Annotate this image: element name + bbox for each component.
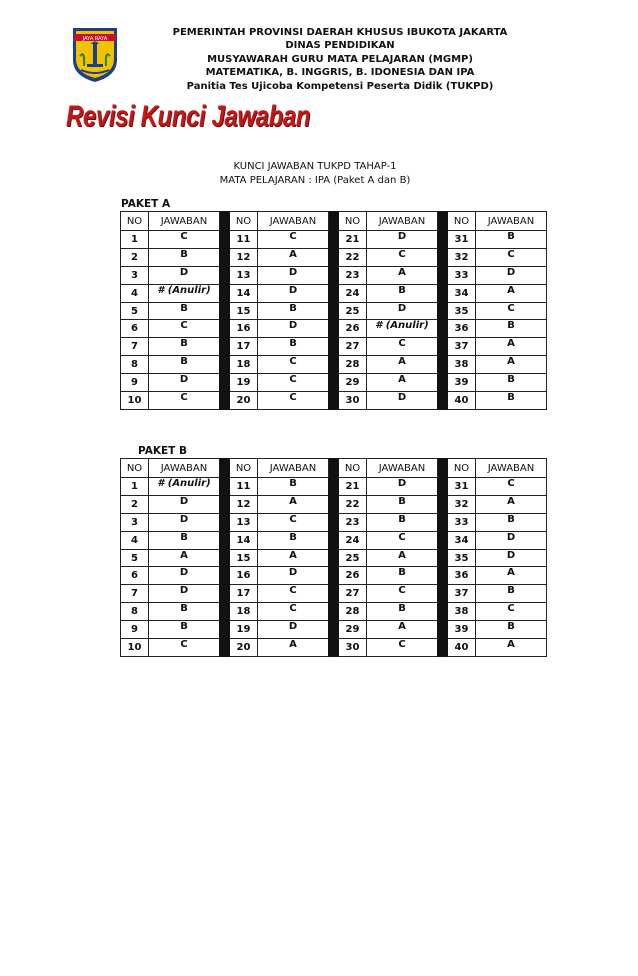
answer-key: C [149,639,220,657]
answer-key: B [149,603,220,621]
answer-key: D [149,513,220,531]
paket-b-label: PAKET B [138,445,187,457]
question-number: 12 [230,495,258,513]
answer-key: B [149,338,220,356]
answer-key: A [258,248,329,266]
question-number: 9 [121,621,149,639]
document-title [150,160,480,188]
answer-key: D [367,392,438,410]
question-number: 32 [448,495,476,513]
question-number: 1 [121,231,149,249]
question-number: 5 [121,302,149,320]
question-number: 20 [230,392,258,410]
column-header-no: NO [448,459,476,478]
column-separator [220,459,230,657]
answer-key: B [367,603,438,621]
answer-key: C [149,320,220,338]
column-header-jawaban: JAWABAN [149,212,220,231]
question-number: 15 [230,549,258,567]
answer-key: B [476,231,547,249]
answer-key: B [149,531,220,549]
answer-key: D [476,549,547,567]
answer-key: A [476,639,547,657]
answer-key: B [367,567,438,585]
answer-key: D [258,266,329,284]
header-line-subjects: MATEMATIKA, B. INGGRIS, B. IDONESIA DAN IPA [205,67,475,79]
question-number: 29 [339,621,367,639]
question-number: 7 [121,585,149,603]
answer-key: C [476,478,547,496]
paket-a-answer-table [120,211,547,410]
question-number: 40 [448,639,476,657]
column-header-jawaban: JAWABAN [476,459,547,478]
header-line-department: DINAS PENDIDIKAN [285,40,395,52]
question-number: 25 [339,302,367,320]
answer-key: B [367,495,438,513]
answer-key: D [149,374,220,392]
column-header-jawaban: JAWABAN [367,212,438,231]
column-separator [220,212,230,410]
question-number: 7 [121,338,149,356]
column-separator [329,212,339,410]
question-number: 19 [230,621,258,639]
question-number: 11 [230,478,258,496]
column-header-jawaban: JAWABAN [367,459,438,478]
question-number: 10 [121,392,149,410]
answer-key: C [258,374,329,392]
question-number: 1 [121,478,149,496]
column-header-no: NO [121,459,149,478]
question-number: 17 [230,585,258,603]
question-number: 31 [448,231,476,249]
question-number: 30 [339,639,367,657]
column-header-no: NO [230,212,258,231]
question-number: 36 [448,567,476,585]
answer-key: # (Anulir) [149,478,220,496]
question-number: 31 [448,478,476,496]
answer-key: A [367,621,438,639]
question-number: 14 [230,284,258,302]
column-header-jawaban: JAWABAN [258,212,329,231]
answer-key: C [367,531,438,549]
question-number: 18 [230,603,258,621]
question-number: 8 [121,603,149,621]
answer-key: D [367,231,438,249]
answer-key: A [258,549,329,567]
question-number: 4 [121,284,149,302]
emblem-monument [93,44,97,64]
answer-key: B [149,621,220,639]
answer-key: B [258,478,329,496]
column-header-no: NO [121,212,149,231]
answer-key: B [258,302,329,320]
answer-key: C [149,392,220,410]
answer-key: A [476,338,547,356]
answer-key: A [367,374,438,392]
question-number: 40 [448,392,476,410]
answer-key: D [367,478,438,496]
table-header-row [121,459,547,478]
letterhead [150,26,530,93]
column-header-no: NO [448,212,476,231]
answer-key: B [476,374,547,392]
answer-key: # (Anulir) [367,320,438,338]
answer-key: A [476,495,547,513]
answer-key: B [476,320,547,338]
question-number: 27 [339,585,367,603]
answer-key: C [367,248,438,266]
question-number: 21 [339,478,367,496]
question-number: 16 [230,320,258,338]
question-number: 14 [230,531,258,549]
answer-key: A [367,549,438,567]
table-header-row [121,212,547,231]
answer-key: D [476,266,547,284]
question-number: 29 [339,374,367,392]
answer-key: # (Anulir) [149,284,220,302]
question-number: 33 [448,266,476,284]
question-number: 12 [230,248,258,266]
answer-key: B [258,338,329,356]
paket-b-answer-table [120,458,547,657]
question-number: 28 [339,603,367,621]
answer-key: A [476,356,547,374]
answer-key: D [367,302,438,320]
question-number: 17 [230,338,258,356]
answer-key: D [258,621,329,639]
question-number: 21 [339,231,367,249]
answer-key: C [476,248,547,266]
answer-key: C [149,231,220,249]
question-number: 33 [448,513,476,531]
answer-key: C [258,356,329,374]
answer-key: A [367,266,438,284]
question-number: 34 [448,284,476,302]
question-number: 2 [121,495,149,513]
question-number: 22 [339,248,367,266]
answer-key: B [258,531,329,549]
answer-key: C [258,603,329,621]
question-number: 39 [448,621,476,639]
question-number: 24 [339,531,367,549]
paket-a-label: PAKET A [121,198,171,210]
answer-key: B [367,284,438,302]
column-header-no: NO [339,212,367,231]
question-number: 2 [121,248,149,266]
answer-key: C [367,338,438,356]
answer-key: B [476,621,547,639]
question-number: 4 [121,531,149,549]
jakarta-emblem-logo [71,26,119,84]
question-number: 9 [121,374,149,392]
column-header-jawaban: JAWABAN [258,459,329,478]
question-number: 35 [448,549,476,567]
question-number: 13 [230,513,258,531]
answer-key: B [149,356,220,374]
question-number: 3 [121,513,149,531]
question-number: 6 [121,567,149,585]
document-title-line2: MATA PELAJARAN : IPA (Paket A dan B) [219,175,411,186]
question-number: 24 [339,284,367,302]
answer-key: C [476,302,547,320]
column-separator [438,459,448,657]
question-number: 18 [230,356,258,374]
question-number: 16 [230,567,258,585]
answer-key: D [149,495,220,513]
header-line-government: PEMERINTAH PROVINSI DAERAH KHUSUS IBUKOTA JAKARTA [172,27,508,38]
answer-key: C [258,513,329,531]
answer-key: C [258,585,329,603]
question-number: 22 [339,495,367,513]
question-number: 28 [339,356,367,374]
question-number: 27 [339,338,367,356]
question-number: 23 [339,266,367,284]
question-number: 20 [230,639,258,657]
question-number: 15 [230,302,258,320]
column-separator [329,459,339,657]
question-number: 38 [448,603,476,621]
answer-key: B [476,392,547,410]
question-number: 26 [339,567,367,585]
answer-key: A [149,549,220,567]
header-line-committee: Panitia Tes Ujicoba Kompetensi Peserta Didik (TUKPD) [186,80,494,92]
question-number: 3 [121,266,149,284]
question-number: 23 [339,513,367,531]
document-title-line1: KUNCI JAWABAN TUKPD TAHAP-1 [233,161,397,172]
question-number: 38 [448,356,476,374]
question-number: 10 [121,639,149,657]
answer-key: D [258,567,329,585]
answer-key: B [149,302,220,320]
question-number: 35 [448,302,476,320]
answer-key: D [476,531,547,549]
question-number: 8 [121,356,149,374]
answer-key: C [258,392,329,410]
column-header-jawaban: JAWABAN [476,212,547,231]
answer-key: B [476,513,547,531]
column-separator [438,212,448,410]
answer-key: A [258,495,329,513]
revision-title: Revisi Kunci Jawaban [66,100,311,133]
answer-key: B [476,585,547,603]
answer-key: B [149,248,220,266]
question-number: 30 [339,392,367,410]
answer-key: D [149,567,220,585]
answer-key: C [367,585,438,603]
column-header-no: NO [230,459,258,478]
question-number: 6 [121,320,149,338]
question-number: 19 [230,374,258,392]
answer-key: B [367,513,438,531]
question-number: 26 [339,320,367,338]
question-number: 37 [448,585,476,603]
question-number: 25 [339,549,367,567]
question-number: 37 [448,338,476,356]
answer-key: C [367,639,438,657]
question-number: 11 [230,231,258,249]
question-number: 5 [121,549,149,567]
answer-key: D [258,320,329,338]
emblem-motto: JAYA RAYA [82,36,108,42]
answer-key: C [476,603,547,621]
answer-key: D [149,266,220,284]
answer-key: A [476,284,547,302]
answer-key: A [476,567,547,585]
answer-key: D [258,284,329,302]
header-line-mgmp: MUSYAWARAH GURU MATA PELAJARAN (MGMP) [207,53,473,65]
answer-key: D [149,585,220,603]
answer-key: A [258,639,329,657]
answer-key: A [367,356,438,374]
question-number: 13 [230,266,258,284]
question-number: 39 [448,374,476,392]
question-number: 36 [448,320,476,338]
question-number: 34 [448,531,476,549]
column-header-no: NO [339,459,367,478]
answer-key: C [258,231,329,249]
column-header-jawaban: JAWABAN [149,459,220,478]
question-number: 32 [448,248,476,266]
